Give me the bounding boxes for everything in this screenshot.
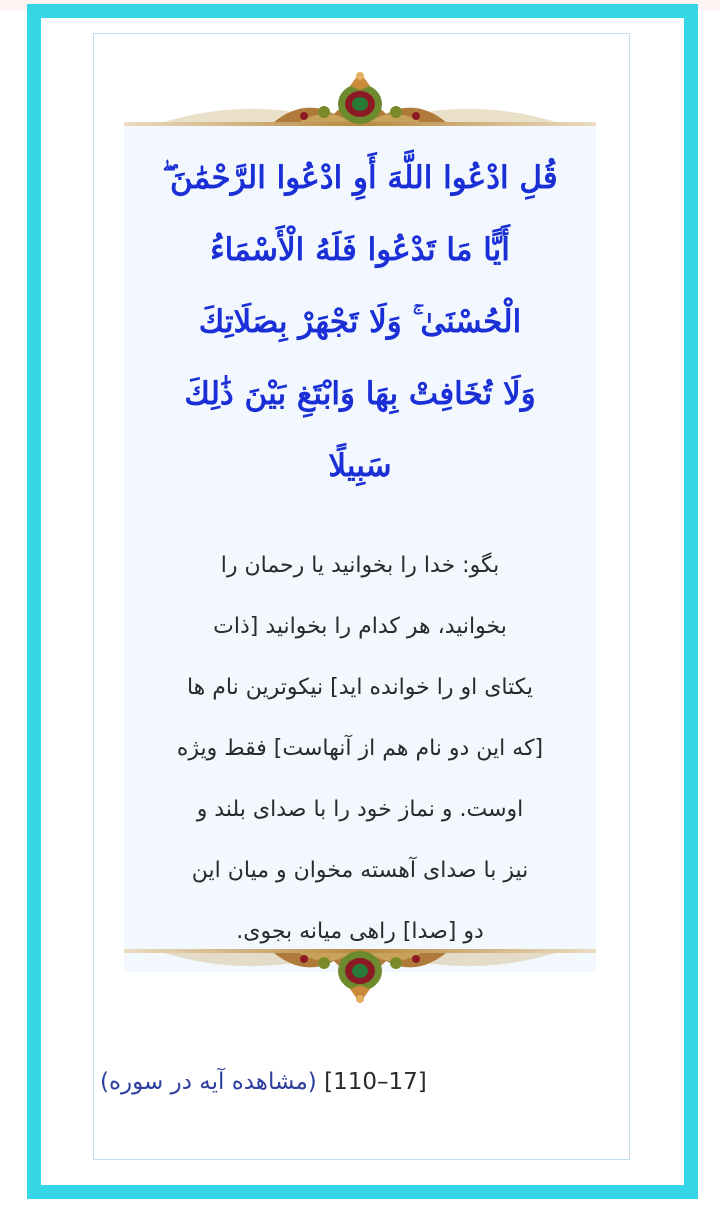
bottom-ornament-icon [124, 945, 596, 1007]
translation-line: یکتای او را خوانده اید] نیکوترین نام ها [186, 675, 534, 700]
verse-line: قُلِ ادْعُوا اللَّهَ أَوِ ادْعُوا الرَّحْمَٰنَ ۖ [162, 160, 558, 196]
arabic-verse [150, 142, 570, 502]
verse-line: أَيًّا مَا تَدْعُوا فَلَهُ الْأَسْمَاءُ [210, 232, 510, 268]
translation-line: نیز با صدای آهسته مخوان و میان این [191, 858, 529, 883]
translation-line: بگو: خدا را بخوانید یا رحمان را [220, 553, 500, 578]
translation-line: دو [صدا] راهی میانه بجوی. [236, 919, 484, 944]
translation-line: [که این دو نام هم از آنهاست] فقط ویژه [176, 736, 544, 761]
translation-line: اوست. و نماز خود را با صدای بلند و [196, 797, 524, 822]
persian-translation [140, 535, 580, 962]
verse-line: الْحُسْنَىٰ ۚ وَلَا تَجْهَرْ بِصَلَاتِكَ [198, 304, 522, 340]
verse-number: [17–110] [324, 1069, 427, 1095]
verse-line: سَبِيلًا [328, 448, 392, 484]
translation-line: بخوانید، هر کدام را بخوانید [ذات [213, 614, 507, 639]
verse-line: وَلَا تُخَافِتْ بِهَا وَابْتَغِ بَيْنَ ذَٰلِكَ [184, 376, 536, 412]
view-in-surah-link[interactable]: (مشاهده آیه در سوره) [100, 1069, 317, 1095]
top-ornament-icon [124, 68, 596, 130]
verse-reference [100, 1062, 560, 1102]
